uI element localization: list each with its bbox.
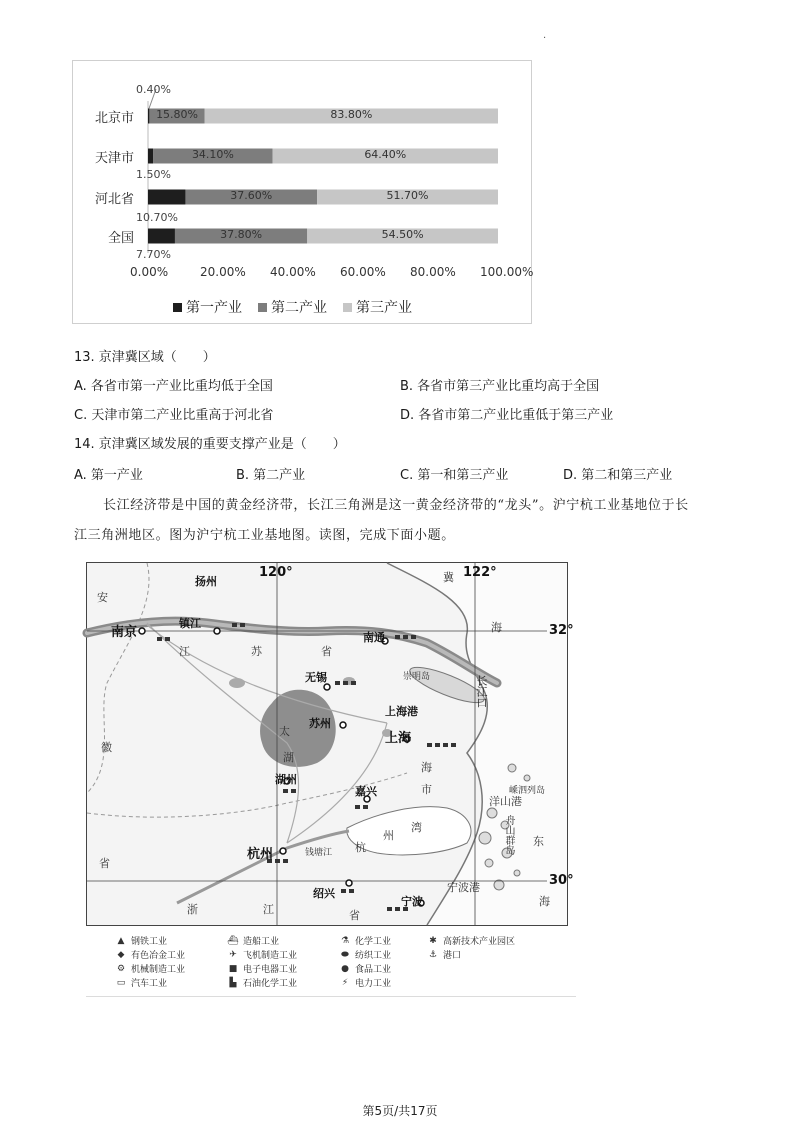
- figure-divider: [86, 996, 576, 997]
- anchor-icon: ⚓: [428, 949, 438, 960]
- legend-metal: ◆ 有色冶金工业: [115, 948, 185, 961]
- q13-option-c: C. 天津市第二产业比重高于河北省: [74, 408, 274, 423]
- legend-electronics: ■ 电子电器工业: [228, 963, 298, 975]
- legend-label: 第二产业: [271, 300, 327, 316]
- passage-line-1: 长江经济带是中国的黄金经济带，长江三角洲是这一黄金经济带的“龙头”。沪宁杭工业基地位于长: [103, 498, 689, 513]
- legend-machinery: ⚙ 机械制造工业: [116, 963, 186, 975]
- island-chongming: 崇明岛: [403, 672, 431, 682]
- value-label-first-3: 7.70%: [136, 248, 171, 261]
- region-changjiangkou: 长江口: [475, 675, 488, 708]
- map-legend: [115, 934, 575, 994]
- industrial-base-map: [86, 562, 574, 926]
- region-zhe: 浙: [187, 903, 198, 916]
- x-tick-4: 80.00%: [410, 265, 456, 279]
- corner-mark: .: [543, 30, 547, 41]
- x-tick-1: 20.00%: [200, 265, 246, 279]
- legend-item-secondary: [258, 297, 327, 317]
- steel-icon: ▲: [117, 935, 125, 946]
- legend-petro: ▙ 石油化学工业: [227, 976, 297, 989]
- region-dong: 东: [533, 835, 544, 848]
- q14-option-c: C. 第一和第三产业: [400, 468, 509, 483]
- q14-option-d: D. 第二和第三产业: [563, 468, 673, 483]
- region-jiang2: 江: [263, 903, 274, 916]
- river-qiantang: 钱塘江: [305, 848, 333, 858]
- legend-textile: ⬬ 纺织工业: [339, 948, 391, 961]
- food-icon: ●: [341, 963, 349, 974]
- plane-icon: ✈: [229, 949, 237, 960]
- city-shanghai-port: 上海港: [385, 705, 418, 718]
- city-yangzhou: 扬州: [195, 575, 217, 588]
- industry-structure-chart: [72, 60, 532, 324]
- coord-lon122: 122°: [463, 565, 497, 580]
- x-tick-0: 0.00%: [130, 265, 169, 279]
- value-label-second-1: 34.10%: [191, 148, 234, 161]
- region-tai: 太: [279, 725, 290, 738]
- city-shanghai: 上海: [385, 731, 412, 746]
- map-canvas: [87, 563, 567, 925]
- legend-car: ▭ 汽车工业: [116, 977, 168, 989]
- legend-hightech: ✱ 高新技术产业园区: [427, 934, 515, 947]
- x-tick-2: 40.00%: [270, 265, 316, 279]
- x-tick-5: 100.00%: [480, 265, 534, 279]
- q13-option-d: D. 各省市第二产业比重低于第三产业: [400, 408, 614, 423]
- city-ningbo: 宁波: [401, 895, 423, 908]
- value-label-first-0: 0.40%: [136, 83, 171, 96]
- legend-item-primary: [173, 297, 242, 317]
- chart-legend: [173, 297, 412, 317]
- value-label-first-2: 10.70%: [136, 211, 178, 224]
- region-su: 苏: [251, 645, 262, 658]
- page-footer: 第5页/共17页: [362, 1104, 438, 1118]
- legend-port: ⚓ 港口: [428, 949, 462, 961]
- region-hui: 徽: [101, 741, 112, 754]
- legend-label: 第三产业: [356, 300, 412, 316]
- q14-stem: 14. 京津冀区域发展的重要支撑产业是（ ）: [74, 437, 346, 452]
- region-shanghai-shi-hai: 海: [421, 761, 432, 774]
- region-hu: 湖: [283, 751, 294, 764]
- star-icon: ✱: [429, 935, 437, 946]
- region-sheng3: 省: [99, 857, 110, 870]
- category-label-3: 全国: [107, 231, 134, 246]
- power-icon: ⚡: [341, 977, 349, 988]
- category-label-0: 北京市: [94, 111, 134, 126]
- region-sheng1: 省: [321, 645, 332, 658]
- city-ningbo-port: 宁波港: [447, 881, 480, 894]
- value-label-third-2: 51.70%: [386, 189, 429, 202]
- region-ji: 冀: [443, 571, 454, 584]
- car-icon: ▭: [116, 977, 126, 988]
- region-shi: 市: [421, 783, 432, 796]
- q14-option-a: A. 第一产业: [74, 468, 143, 483]
- islands-zhoushan: 舟山群岛: [503, 815, 514, 855]
- region-an: 安: [97, 591, 108, 604]
- value-label-second-2: 37.60%: [230, 189, 273, 202]
- legend-item-tertiary: [343, 297, 412, 317]
- city-huzhou: 湖州: [275, 773, 297, 786]
- bar-first-2: [148, 190, 185, 205]
- value-label-third-0: 83.80%: [330, 108, 373, 121]
- city-shaoxing: 绍兴: [313, 887, 335, 900]
- city-suzhou: 苏州: [309, 717, 331, 730]
- value-label-third-1: 64.40%: [364, 148, 407, 161]
- legend-ship: ⛴ 造船工业: [227, 935, 280, 947]
- region-wan: 湾: [411, 821, 422, 834]
- value-label-second-0: 15.80%: [156, 108, 199, 121]
- islands-shengsi: 嵊泗列岛: [509, 786, 546, 796]
- legend-plane: ✈ 飞机制造工业: [227, 948, 297, 961]
- value-label-second-3: 37.80%: [220, 228, 263, 241]
- legend-food: ● 食品工业: [339, 962, 391, 975]
- legend-label: 第一产业: [186, 300, 242, 316]
- bar-first-3: [148, 229, 175, 244]
- x-tick-3: 60.00%: [340, 265, 386, 279]
- gear-icon: ⚙: [116, 963, 126, 974]
- city-hangzhou: 杭州: [247, 847, 274, 862]
- city-yangshan-port: 洋山港: [489, 795, 522, 808]
- city-nanjing: 南京: [111, 625, 138, 640]
- legend-power: ⚡ 电力工业: [339, 976, 391, 989]
- region-hai1: 海: [491, 621, 502, 634]
- q13-stem: 13. 京津冀区域（ ）: [74, 350, 216, 365]
- value-label-first-1: 1.50%: [136, 168, 171, 181]
- legend-chemical: ⚗ 化学工业: [340, 935, 392, 947]
- coord-lat30: 30°: [549, 873, 574, 888]
- category-label-2: 河北省: [94, 192, 134, 207]
- city-jiaxing: 嘉兴: [355, 785, 377, 798]
- region-sheng2: 省: [349, 909, 360, 922]
- category-label-1: 天津市: [94, 151, 134, 166]
- region-hai2: 海: [539, 895, 550, 908]
- electronics-icon: ■: [228, 963, 238, 974]
- metal-icon: ◆: [117, 949, 125, 960]
- passage-line-2: 江三角洲地区。图为沪宁杭工业基地图。读图，完成下面小题。: [74, 528, 455, 543]
- legend-steel: ▲ 钢铁工业: [115, 934, 167, 947]
- q13-option-b: B. 各省市第三产业比重均高于全国: [400, 379, 600, 394]
- q13-option-a: A. 各省市第一产业比重均低于全国: [74, 379, 273, 394]
- textile-icon: ⬬: [341, 949, 349, 960]
- city-nantong: 南通: [363, 631, 385, 644]
- q14-option-b: B. 第二产业: [236, 468, 306, 483]
- value-label-third-3: 54.50%: [381, 228, 424, 241]
- city-zhenjiang: 镇江: [179, 617, 201, 630]
- petro-icon: ▙: [229, 977, 237, 988]
- region-jiang1: 江: [179, 645, 190, 658]
- region-zhou: 州: [383, 829, 394, 842]
- coord-lon120: 120°: [259, 565, 293, 580]
- city-wuxi: 无锡: [305, 671, 327, 684]
- flask-icon: ⚗: [340, 935, 350, 946]
- region-hang: 杭: [355, 841, 366, 854]
- coord-lat32: 32°: [549, 623, 574, 638]
- ship-icon: ⛴: [227, 935, 239, 946]
